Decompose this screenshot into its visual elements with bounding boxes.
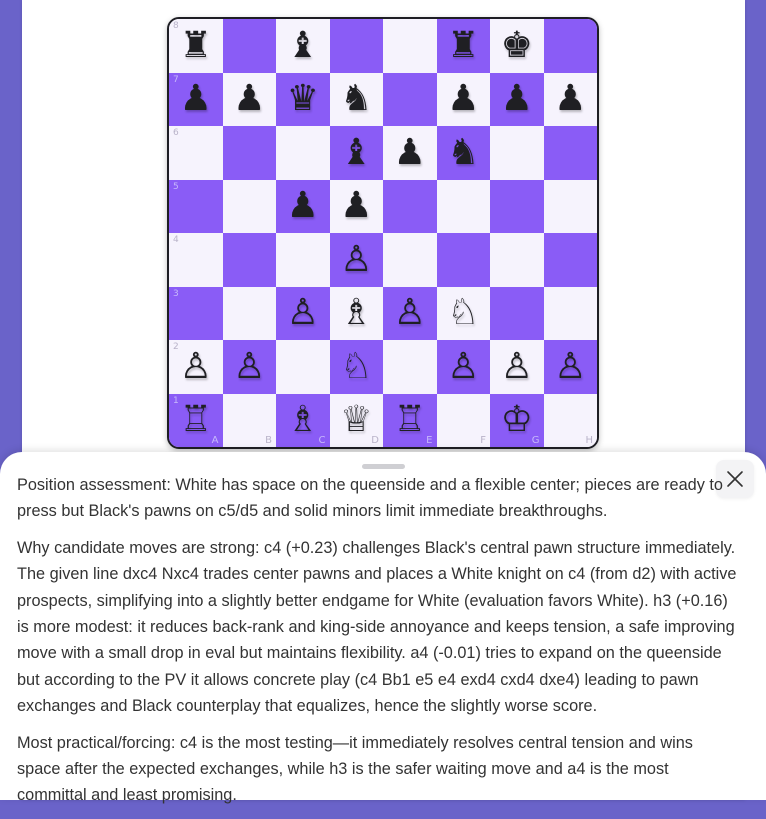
analysis-bottom-sheet [0,452,766,805]
square-b2[interactable] [223,340,277,394]
square-a4[interactable] [169,233,223,287]
square-c4[interactable] [276,233,330,287]
square-a3[interactable] [169,287,223,341]
rank-label: 5 [173,181,179,192]
square-a2[interactable] [169,340,223,394]
file-label: C [318,435,326,446]
file-label: G [531,435,540,446]
square-e2[interactable] [383,340,437,394]
black-knight-icon[interactable]: ♞ [447,131,480,173]
square-c8[interactable] [276,19,330,73]
black-pawn-icon[interactable]: ♟ [447,78,480,120]
file-label: A [211,435,219,446]
square-c3[interactable] [276,287,330,341]
square-b1[interactable] [223,394,277,448]
rank-label: 7 [173,74,179,85]
square-c6[interactable] [276,126,330,180]
square-f7[interactable] [437,73,491,127]
square-g1[interactable] [490,394,544,448]
black-pawn-icon[interactable]: ♟ [179,78,212,120]
square-b8[interactable] [223,19,277,73]
white-knight-icon[interactable]: ♘ [340,345,373,387]
square-e4[interactable] [383,233,437,287]
file-label: F [480,435,486,446]
candidate-moves-paragraph: Why candidate moves are strong: c4 (+0.23) challenges Black's central pawn structure immediately. The given line dxc4 Nxc4 trades center pawns and places a White knight on c4 (from d2) with active prospects, simplifying into a slightly better endgame for White (evaluation favors White). h3 (+0.16) is more modest: it reduces back-rank and king-side annoyance and keeps tension, a safe improving move with a small drop in eval but maintains flexibility. a4 (-0.01) tries to expand on the queenside but according to the PV it allows concrete play (c4 Bb1 e5 e4 exd4 cxd4 dxe4) leading to pawn exchanges and Black counterplay that equalizes, hence the slightly worse score. [17,538,737,716]
square-g4[interactable] [490,233,544,287]
square-e3[interactable] [383,287,437,341]
white-pawn-icon[interactable]: ♙ [447,345,480,387]
square-a6[interactable] [169,126,223,180]
square-e8[interactable] [383,19,437,73]
black-queen-icon[interactable]: ♛ [286,78,319,120]
square-h6[interactable] [544,126,598,180]
square-f5[interactable] [437,180,491,234]
square-f4[interactable] [437,233,491,287]
square-e5[interactable] [383,180,437,234]
square-c1[interactable] [276,394,330,448]
white-pawn-icon[interactable]: ♙ [393,292,426,334]
white-queen-icon[interactable]: ♕ [340,399,373,441]
white-knight-icon[interactable]: ♘ [447,292,480,334]
square-f6[interactable] [437,126,491,180]
square-g7[interactable] [490,73,544,127]
white-king-icon[interactable]: ♔ [500,399,533,441]
white-pawn-icon[interactable]: ♙ [286,292,319,334]
black-king-icon[interactable]: ♚ [500,24,533,66]
board-grid[interactable] [169,19,597,447]
white-pawn-icon[interactable]: ♙ [233,345,266,387]
white-pawn-icon[interactable]: ♙ [500,345,533,387]
black-pawn-icon[interactable]: ♟ [500,78,533,120]
square-h5[interactable] [544,180,598,234]
square-f8[interactable] [437,19,491,73]
square-g5[interactable] [490,180,544,234]
rank-label: 1 [173,395,179,406]
analysis-text [17,472,739,819]
square-f3[interactable] [437,287,491,341]
black-bishop-icon[interactable]: ♝ [286,24,319,66]
white-pawn-icon[interactable]: ♙ [554,345,587,387]
square-d4[interactable] [330,233,384,287]
square-e1[interactable] [383,394,437,448]
square-h7[interactable] [544,73,598,127]
rank-label: 8 [173,21,179,31]
square-d1[interactable] [330,394,384,448]
square-e6[interactable] [383,126,437,180]
black-bishop-icon[interactable]: ♝ [340,131,373,173]
white-pawn-icon[interactable]: ♙ [340,238,373,280]
square-h3[interactable] [544,287,598,341]
white-rook-icon[interactable]: ♖ [393,399,426,441]
square-a8[interactable] [169,19,223,73]
square-c7[interactable] [276,73,330,127]
black-rook-icon[interactable]: ♜ [447,24,480,66]
position-assessment-paragraph: Position assessment: White has space on the queenside and a flexible center; pieces are ready to press but Black's pawns on c5/d5 and solid minors limit immediate breakthroughs. [17,476,723,521]
square-a5[interactable] [169,180,223,234]
square-h4[interactable] [544,233,598,287]
file-label: E [426,435,433,446]
rank-label: 3 [173,288,179,299]
square-e7[interactable] [383,73,437,127]
square-d5[interactable] [330,180,384,234]
square-a7[interactable] [169,73,223,127]
black-pawn-icon[interactable]: ♟ [554,78,587,120]
rank-label: 4 [173,235,179,245]
square-d7[interactable] [330,73,384,127]
white-bishop-icon[interactable]: ♗ [286,399,319,441]
white-bishop-icon[interactable]: ♗ [340,292,373,334]
black-pawn-icon[interactable]: ♟ [286,185,319,227]
square-b6[interactable] [223,126,277,180]
square-d6[interactable] [330,126,384,180]
square-c5[interactable] [276,180,330,234]
black-rook-icon[interactable]: ♜ [179,24,212,66]
chess-board[interactable] [167,17,599,449]
square-g3[interactable] [490,287,544,341]
file-label: H [585,435,593,446]
rank-label: 2 [173,342,179,352]
square-b4[interactable] [223,233,277,287]
square-g8[interactable] [490,19,544,73]
square-a1[interactable] [169,394,223,448]
square-h8[interactable] [544,19,598,73]
square-h2[interactable] [544,340,598,394]
practical-forcing-paragraph: Most practical/forcing: c4 is the most testing—it immediately resolves central tension and wins space after the expected exchanges, while h3 is the safer waiting move and a4 is the most committal and least promising. [17,733,693,805]
black-pawn-icon[interactable]: ♟ [340,185,373,227]
square-h1[interactable] [544,394,598,448]
drag-handle[interactable] [362,464,405,469]
square-d8[interactable] [330,19,384,73]
square-b5[interactable] [223,180,277,234]
white-pawn-icon[interactable]: ♙ [179,345,212,387]
black-knight-icon[interactable]: ♞ [340,78,373,120]
square-f2[interactable] [437,340,491,394]
square-g2[interactable] [490,340,544,394]
square-b3[interactable] [223,287,277,341]
black-pawn-icon[interactable]: ♟ [233,78,266,120]
black-pawn-icon[interactable]: ♟ [393,131,426,173]
file-label: D [371,435,379,446]
square-c2[interactable] [276,340,330,394]
square-f1[interactable] [437,394,491,448]
file-label: B [265,435,272,446]
square-g6[interactable] [490,126,544,180]
white-rook-icon[interactable]: ♖ [179,399,212,441]
square-d2[interactable] [330,340,384,394]
square-b7[interactable] [223,73,277,127]
rank-label: 6 [173,128,179,138]
square-d3[interactable] [330,287,384,341]
